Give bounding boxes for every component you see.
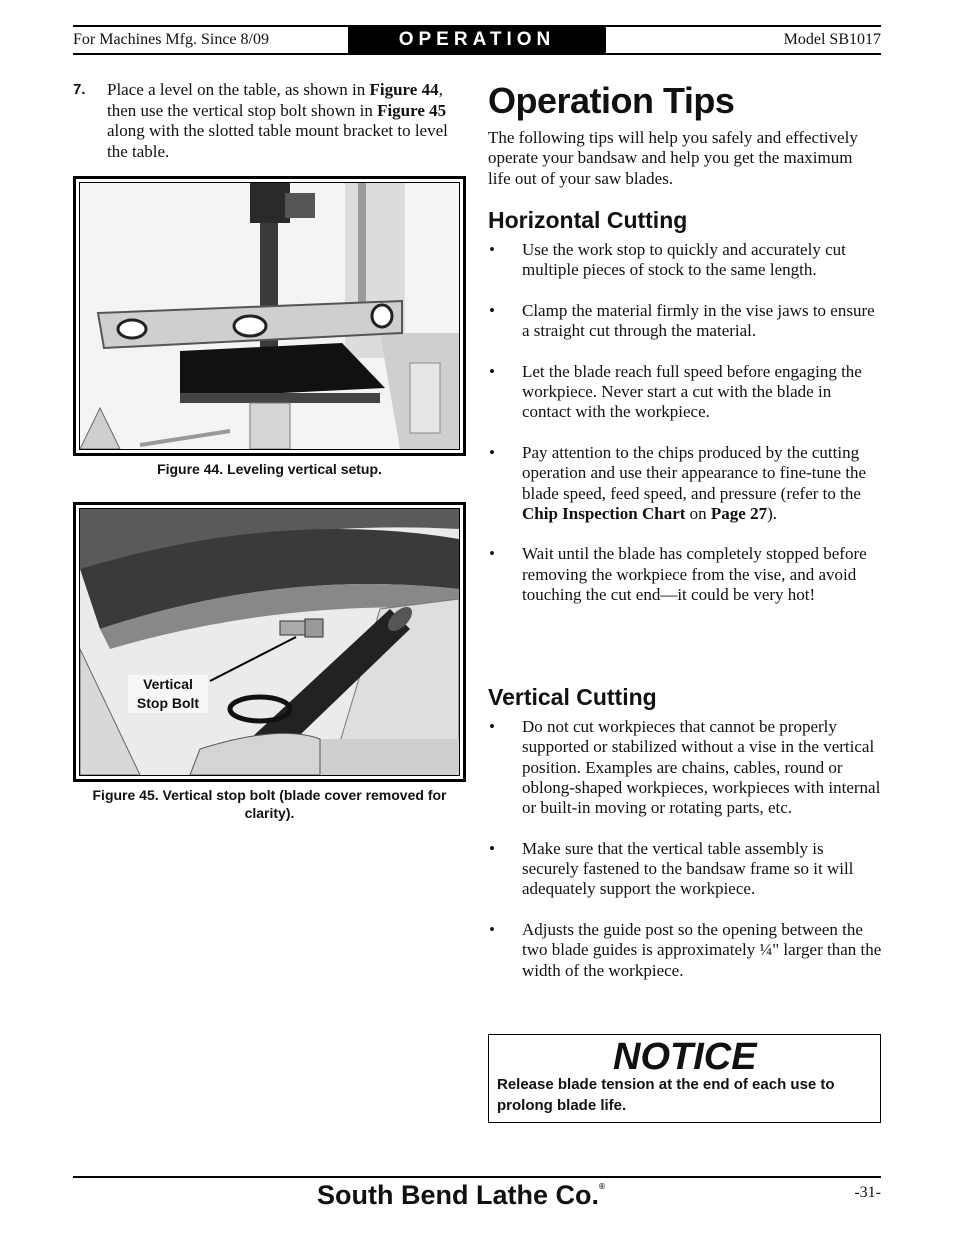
list-item [488,362,883,423]
callout-line-2: Stop Bolt [136,695,200,711]
page-reference: Page 27 [710,503,768,523]
bullet-icon: • [489,300,495,320]
chip-chart-reference: Chip Inspection Chart [522,503,686,523]
header-machines-note: For Machines Mfg. Since 8/09 [73,31,269,48]
text-part: ). [767,503,778,523]
section-banner: OPERATION [348,26,606,53]
list-item [488,544,883,605]
step-text-part: Place a level on the table, as shown in [107,80,370,99]
list-item [488,717,883,818]
figure-45-frame [73,502,466,782]
intro-paragraph: The following tips will help you safely and effectively operate your bandsaw and help you get the maximum life out of your saw blades. [488,128,858,188]
brand-logo [317,1180,605,1211]
list-item-text: Let the blade reach full speed before engaging the workpiece. Never start a cut with the blade in contact with the workpiece. [522,361,862,422]
page-title: Operation Tips [488,80,735,121]
notice-box [488,1034,881,1123]
list-item-text: Make sure that the vertical table assembly is securely fastened to the bandsaw frame so it will adequately support the workpiece. [522,838,854,899]
stop-bolt-callout [128,675,208,713]
bullet-icon: • [489,544,495,564]
step-text [107,80,463,162]
list-item [488,240,883,281]
step-text-part: along with the slotted table mount bracket to level the table. [107,121,448,161]
page-number: -31- [854,1184,881,1201]
list-item [488,839,883,900]
step-number: 7. [73,81,86,98]
notice-title: NOTICE [613,1036,757,1078]
step-text-part: , then use the vertical stop bolt shown in [107,80,443,120]
bullet-icon: • [489,240,495,259]
leveling-setup-illustration [80,183,459,449]
list-item-text: Do not cut workpieces that cannot be properly supported or stabilized without a vise in the vertical position. Examples are chains, cables, round or oblong-shaped workpieces, workpieces with internal or built-in moving or rotating parts, etc. [522,717,881,818]
stop-bolt-illustration [80,509,459,775]
footer-rule [73,1176,881,1178]
list-item-text: Wait until the blade has completely stopped before removing the workpiece from the vise, and avoid touching the cut end—it could be very hot! [522,544,867,605]
figure-45-caption: Figure 45. Vertical stop bolt (blade cover removed for clarity). [92,787,447,821]
bullet-icon: • [489,361,495,381]
bullet-icon: • [489,838,495,858]
horizontal-cutting-heading: Horizontal Cutting [488,207,688,233]
list-item [488,301,883,342]
figure-45-photo [79,508,460,776]
header-model: Model SB1017 [783,31,881,48]
list-item [488,443,883,524]
notice-text: Release blade tension at the end of each use to prolong blade life. [497,1076,835,1114]
list-item-text: Use the work stop to quickly and accurately cut multiple pieces of stock to the same length. [522,240,846,280]
list-item-text: Adjusts the guide post so the opening between the two blade guides is approximately ¼" larger than the width of the workpiece. [522,919,882,980]
figure-44-frame [73,176,466,456]
horizontal-cutting-list [488,240,883,626]
figure-45-reference: Figure 45 [377,100,447,120]
registered-mark: ® [598,1182,605,1191]
bullet-icon: • [489,717,495,736]
bullet-icon: • [489,442,495,462]
header-rule-bottom [73,53,881,55]
list-item-text: Clamp the material firmly in the vise jaws to ensure a straight cut through the material. [522,300,875,341]
page-header [73,26,881,54]
list-item [488,920,883,981]
vertical-cutting-heading: Vertical Cutting [488,684,657,710]
figure-44-photo [79,182,460,450]
figure-44-reference: Figure 44 [369,80,439,99]
step-7 [73,80,463,162]
brand-name: South Bend Lathe Co. [317,1180,599,1210]
text-part: Pay attention to the chips produced by the cutting operation and use their appearance to fine-tune the blade speed, feed speed, and pressure (refer to the [522,442,867,503]
text-part: on [685,503,711,523]
figure-44-caption: Figure 44. Leveling vertical setup. [157,461,382,477]
callout-line-1: Vertical [143,676,193,692]
list-item-text [522,443,866,523]
vertical-cutting-list [488,717,883,1001]
bullet-icon: • [489,919,495,939]
